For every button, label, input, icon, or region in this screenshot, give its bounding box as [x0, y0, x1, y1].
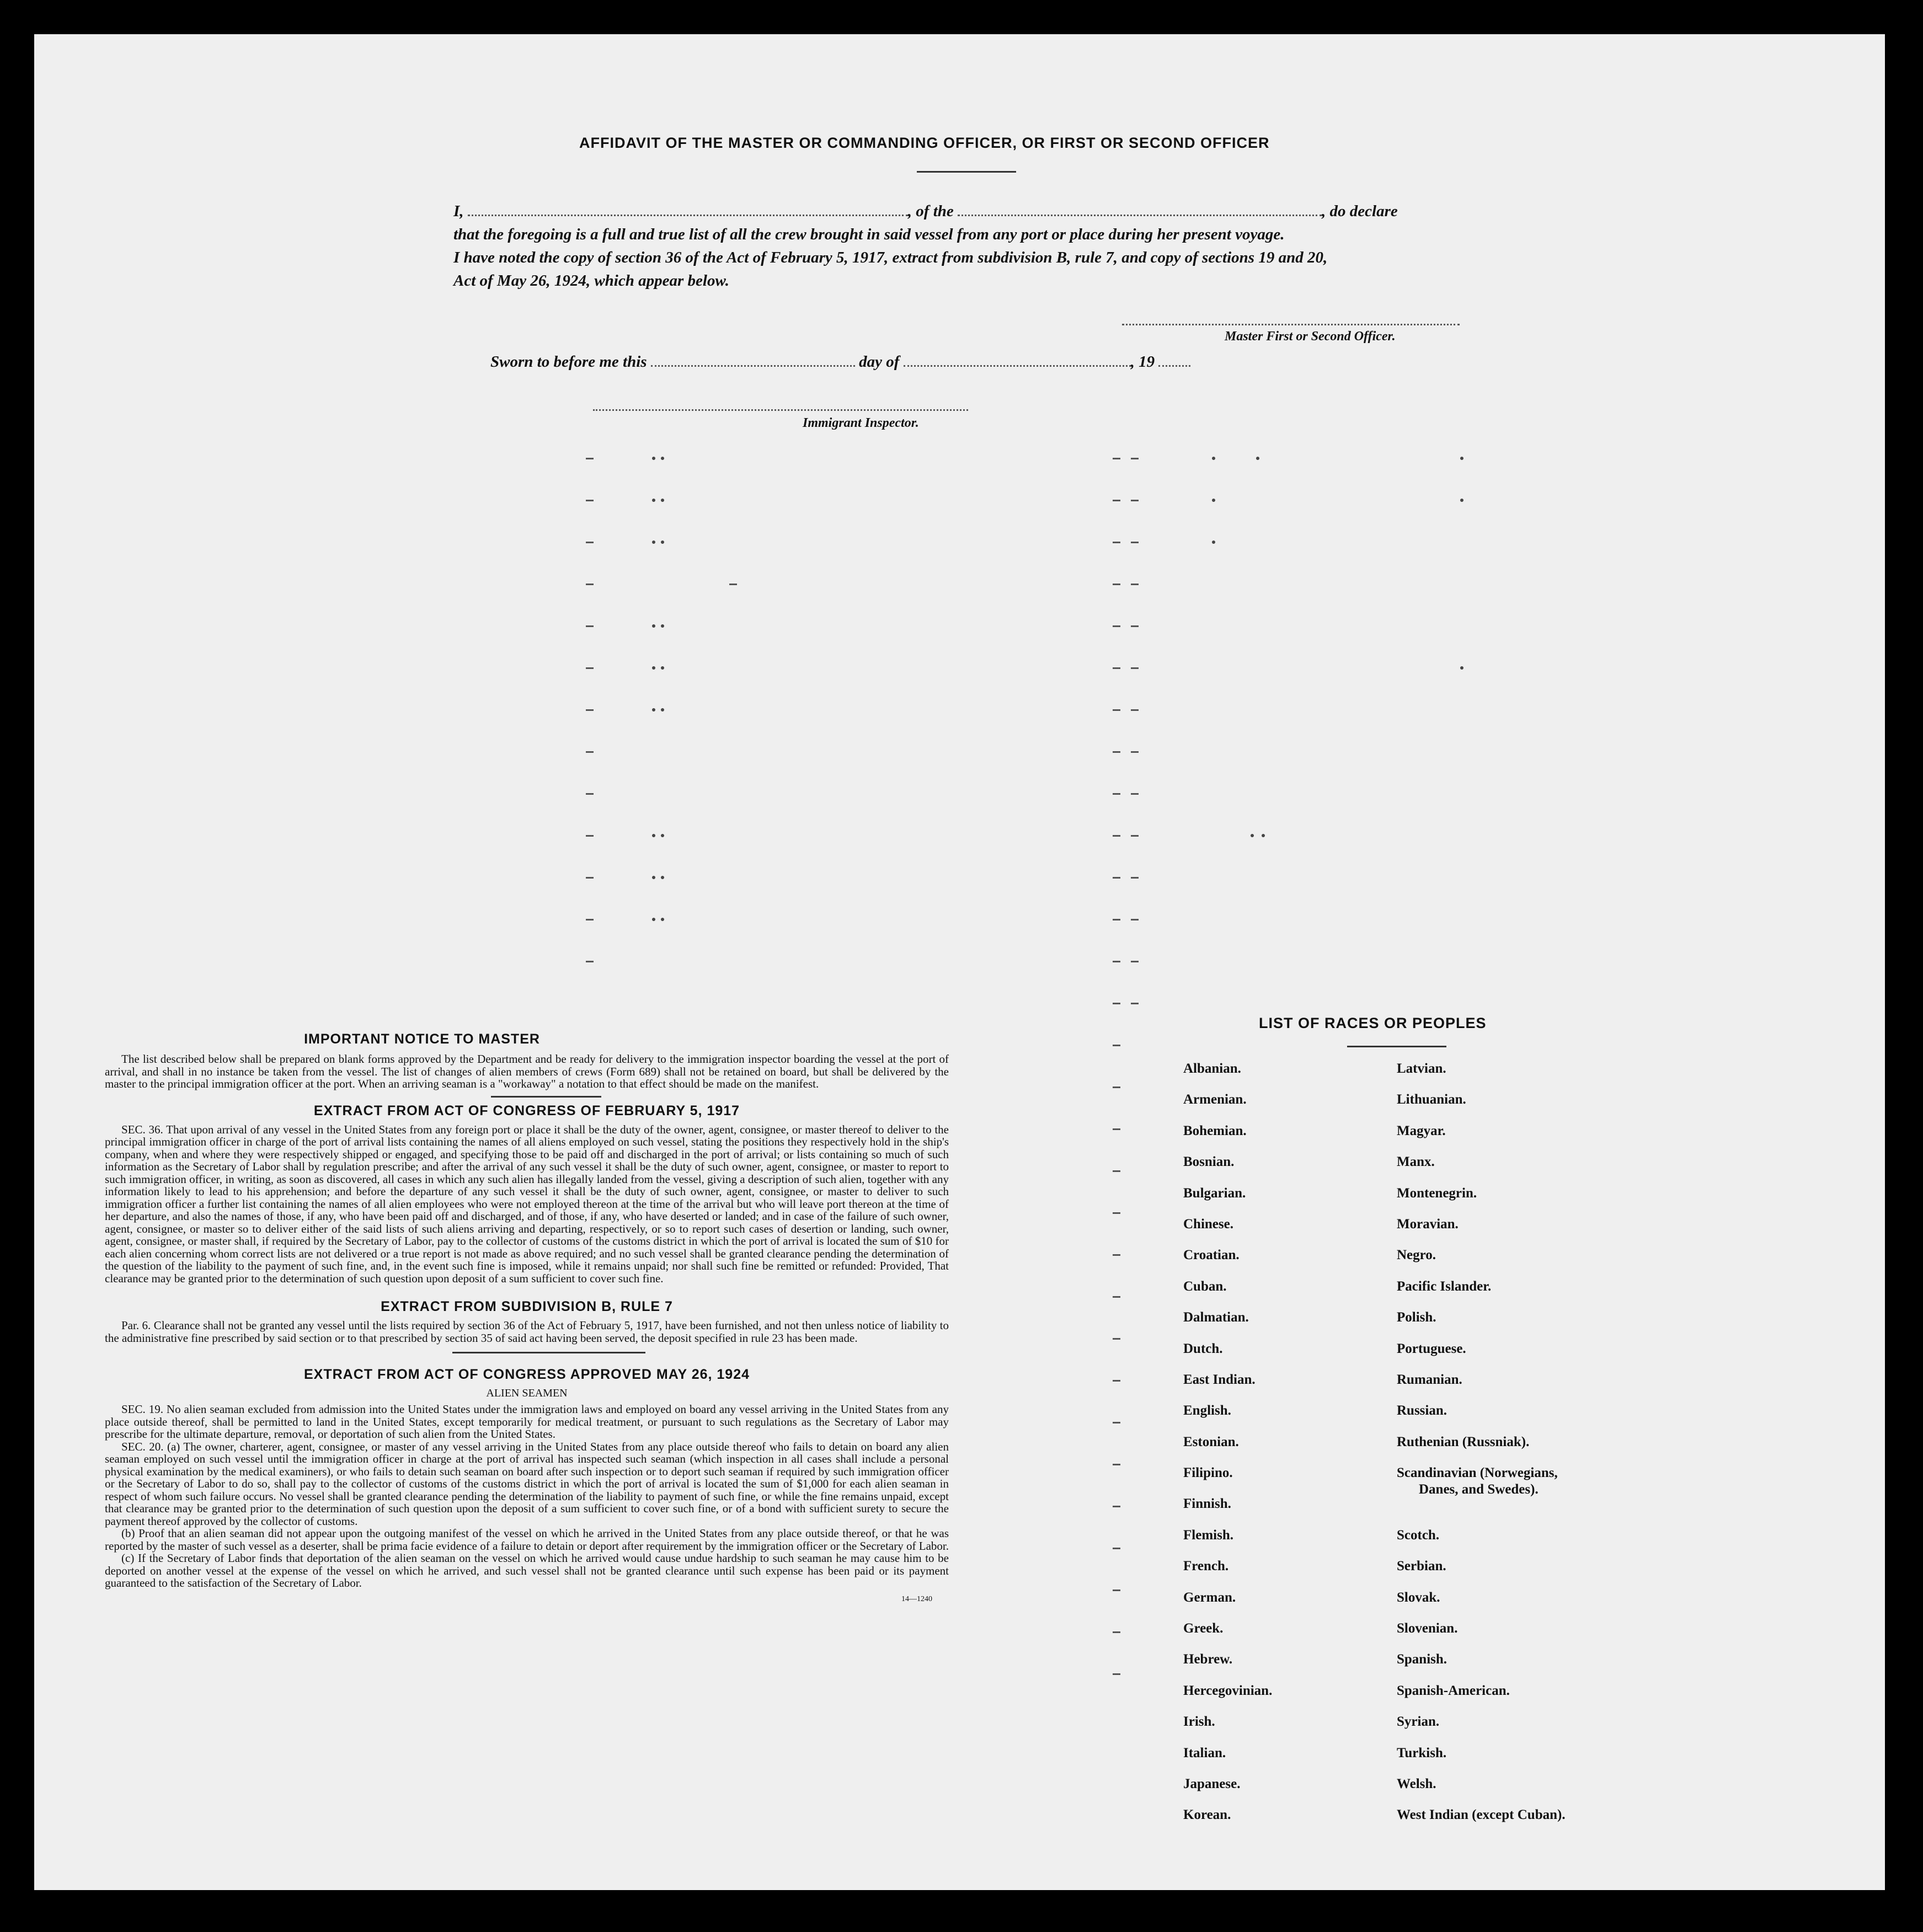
extract1924-text: SEC. 19. No alien seaman excluded from admission into the United States under the immigration laws and employed on board any vessel arriving in the United States from any place outside thereof, shall be permitted to land in the United States, except temporarily for medical treatment, or pursuant to such regulations as the Secretary of Labor may prescribe for the ultimate departure, removal, or deportation of such alien from the United States. SEC. 20. (a) The owner, charterer, agent, consignee, or master of any vessel arriving in the United States from any place outside thereof who fails to detain on board any alien seaman employed on such vessel until the immigration officer in charge at the port of arrival has inspected such seaman (which inspection in all cases shall include a personal physical examination by the medical examiners), or who fails to detain such seaman on board after such inspection or to deport such seaman if required by such immigration officer or the Secretary of Labor to do so, shall pay to the collector of customs of the customs district in which the port of arrival is located the sum of $1,000 for each alien seaman in respect of whom such failure occurs. No vessel shall be granted clearance pending the determination of the liability to payment of such fine, or while the fine remains unpaid, except that clearance may be granted prior to the determination of such question upon the deposit of a sum sufficient to cover such fine, or of a bond with sufficient surety to secure the payment thereof approved by the collector of customs. (b) Proof that an alien seaman did not appear upon the outgoing manifest of the vessel on which he arrived in the United States from any place outside thereof, or that he was reported by the master of such vessel as a deserter, shall be prima facie evidence of a failure to detain or deport after requirement by the immigration officer or the Secretary of Labor. (c) If the Secretary of Labor finds that deportation of the alien seaman on the vessel on which he arrived would cause undue hardship to such seaman he may cause him to be deported on another vessel at the expense of the vessel on which he arrived, and such vessel shall not be granted clearance until such expense has been paid or its payment guaranteed to the satisfaction of the Secretary of Labor.	[105, 1403, 949, 1590]
race-item: Latvian.	[1397, 1061, 1446, 1076]
race-item: Turkish.	[1397, 1745, 1447, 1760]
declaration-line-1: I, , of the , do declare	[453, 202, 1398, 220]
race-item: Dutch.	[1183, 1341, 1223, 1356]
race-item: Korean.	[1183, 1807, 1231, 1823]
race-item: East Indian.	[1183, 1372, 1256, 1387]
race-item: French.	[1183, 1559, 1229, 1574]
race-item: Cuban.	[1183, 1278, 1227, 1294]
races-title: LIST OF RACES OR PEOPLES	[1259, 1015, 1487, 1031]
race-item: Ruthenian (Russniak).	[1397, 1434, 1530, 1449]
race-item: Slovak.	[1397, 1590, 1440, 1605]
race-item: Russian.	[1397, 1403, 1447, 1419]
master-signature-label: Master First or Second Officer.	[1225, 329, 1396, 344]
race-item: Hebrew.	[1183, 1652, 1233, 1667]
race-item: Rumanian.	[1397, 1372, 1462, 1387]
sworn-month-field[interactable]	[904, 365, 1131, 367]
declaration-line-4: Act of May 26, 1924, which appear below.	[453, 272, 729, 290]
race-item: Greek.	[1183, 1621, 1224, 1636]
notice-text: The list described below shall be prepared on blank forms approved by the Department and be ready for delivery to the immigration inspector boarding the vessel at the port of arrival, and shall in no instance be taken from the vessel. The list of changes of alien members of crews (Form 689) shall not be retained on board, but shall be delivered by the master to the principal immigration officer at the port. When an arriving seaman is a "workaway" a notation to that effect should be made on the manifest.	[105, 1052, 949, 1090]
race-item: Moravian.	[1397, 1216, 1459, 1232]
race-item: Italian.	[1183, 1745, 1226, 1760]
race-item: West Indian (except Cuban).	[1397, 1807, 1566, 1823]
rule7-text: Par. 6. Clearance shall not be granted any vessel until the lists required by section 36 of the Act of February 5, 1917, have been furnished, and not then unless notice of liability to the administrative fine prescribed by said section or to that prescribed by section 35 of said act having been served, the deposit specified in rule 23 has been made.	[105, 1319, 949, 1345]
divider	[491, 1096, 601, 1098]
divider	[452, 1352, 645, 1353]
race-item: Scotch.	[1397, 1527, 1440, 1543]
extract1924-subtitle: ALIEN SEAMEN	[486, 1387, 568, 1399]
race-item: Magyar.	[1397, 1123, 1446, 1138]
race-item: Japanese.	[1183, 1776, 1241, 1791]
sworn-year-field[interactable]	[1158, 365, 1190, 367]
race-item: Polish.	[1397, 1310, 1436, 1325]
race-item: Negro.	[1397, 1248, 1436, 1263]
affidavit-declaration	[453, 200, 1535, 292]
race-item: Filipino.	[1183, 1465, 1233, 1481]
race-item: Slovenian.	[1397, 1621, 1458, 1636]
races-column-1	[1183, 1061, 1272, 1839]
race-item: Finnish.	[1183, 1496, 1231, 1512]
race-item: Montenegrin.	[1397, 1185, 1477, 1201]
rule7-title: EXTRACT FROM SUBDIVISION B, RULE 7	[381, 1299, 673, 1314]
race-item: Portuguese.	[1397, 1341, 1466, 1356]
vessel-name-field[interactable]	[958, 215, 1322, 216]
race-item: English.	[1183, 1403, 1231, 1419]
race-item: Manx.	[1397, 1154, 1435, 1170]
race-item: Scandinavian (Norwegians,	[1397, 1465, 1558, 1481]
declaration-line-3: I have noted the copy of section 36 of the Act of February 5, 1917, extract from subdivision B, rule 7, and copy of sections 19 and 20,	[453, 249, 1328, 266]
race-item: Welsh.	[1397, 1776, 1436, 1791]
race-item: Spanish.	[1397, 1652, 1447, 1667]
race-item: Dalmatian.	[1183, 1310, 1249, 1325]
form-number: 14—1240	[901, 1594, 932, 1603]
race-item: Albanian.	[1183, 1061, 1241, 1076]
inspector-signature-label: Immigrant Inspector.	[803, 416, 919, 430]
races-title-underline	[1347, 1046, 1446, 1047]
race-item: Syrian.	[1397, 1714, 1440, 1730]
race-item: Bosnian.	[1183, 1154, 1235, 1170]
race-item: Pacific Islander.	[1397, 1278, 1492, 1294]
sworn-line: Sworn to before me this day of , 19	[490, 353, 1190, 371]
race-item: Armenian.	[1183, 1092, 1247, 1107]
races-column-2	[1397, 1061, 1566, 1839]
race-item: Croatian.	[1183, 1248, 1240, 1263]
master-name-field[interactable]	[468, 215, 908, 216]
race-item: Bulgarian.	[1183, 1185, 1246, 1201]
race-item: Bohemian.	[1183, 1123, 1247, 1138]
extract1924-title: EXTRACT FROM ACT OF CONGRESS APPROVED MAY 26, 1924	[303, 1367, 750, 1382]
declaration-line-2: that the foregoing is a full and true list of all the crew brought in said vessel from any port or place during her present voyage.	[453, 226, 1285, 243]
race-item: Estonian.	[1183, 1434, 1239, 1449]
race-item: Lithuanian.	[1397, 1092, 1466, 1107]
sworn-day-field[interactable]	[651, 365, 855, 367]
extract1917-text: SEC. 36. That upon arrival of any vessel in the United States from any foreign port or place it shall be the duty of the owner, agent, consignee, or master thereof to deliver to the principal immigration officer in charge of the port of arrival lists containing the names of all aliens employed on such vessel, stating the positions they respectively hold in the ship's company, when and where they were respectively shipped or engaged, and specifying those to be paid off and discharged in the port of arrival; or lists containing so much of such information as the Secretary of Labor shall by regulation prescribe; and after the arrival of any such vessel it shall be the duty of such owner, agent, consignee, or master to report to such immigration officer, in writing, as soon as discovered, all cases in which any such alien has illegally landed from the vessel, giving a description of such alien, together with any information likely to lead to his apprehension; and before the departure of any such vessel it shall be the duty of such owner, agent, consignee, or master to deliver to such immigration officer a further list containing the names of all alien employees who were not employed thereon at the time of the arrival but who will leave port thereon at the time of her departure, and also the names of those, if any, who have been paid off and discharged, and of those, if any, who have deserted or landed; and in case of the failure of such owner, agent, consignee, or master so to deliver either of the said lists of such aliens arriving and departing, respectively, or so to report such cases of desertion or landing, such owner, agent, consignee, or master shall, if required by the Secretary of Labor, pay to the collector of customs of the customs district in which the port of arrival is located the sum of $10 for each alien concerning whom correct lists are not delivered or a true report is not made as above required; and no such vessel shall be granted clearance pending the determination of the question of the liability to the payment of such fine, and, in the event such fine is imposed, while it remains unpaid; nor shall such fine be remitted or refunded: Provided, That clearance may be granted prior to the determination of such question upon deposit of a sum sufficient to cover such fine.	[105, 1122, 949, 1285]
race-item: Serbian.	[1397, 1559, 1446, 1574]
notice-title: IMPORTANT NOTICE TO MASTER	[304, 1031, 540, 1047]
title-underline	[917, 171, 1016, 173]
race-item: German.	[1183, 1590, 1236, 1605]
race-item: Flemish.	[1183, 1527, 1233, 1543]
race-item: Chinese.	[1183, 1216, 1233, 1232]
inspector-signature-line[interactable]	[593, 409, 968, 411]
race-item: Hercegovinian.	[1183, 1683, 1273, 1698]
race-item: Danes, and Swedes).	[1419, 1482, 1539, 1497]
race-item: Spanish-American.	[1397, 1683, 1510, 1698]
affidavit-title: AFFIDAVIT OF THE MASTER OR COMMANDING OFFICER, OR FIRST OR SECOND OFFICER	[579, 135, 1270, 151]
form-page	[34, 34, 1885, 1890]
legal-notices	[105, 1031, 949, 1604]
race-item: Irish.	[1183, 1714, 1215, 1730]
master-signature-line[interactable]	[1122, 324, 1460, 325]
extract1917-title: EXTRACT FROM ACT OF CONGRESS OF FEBRUARY 5, 1917	[313, 1103, 740, 1118]
